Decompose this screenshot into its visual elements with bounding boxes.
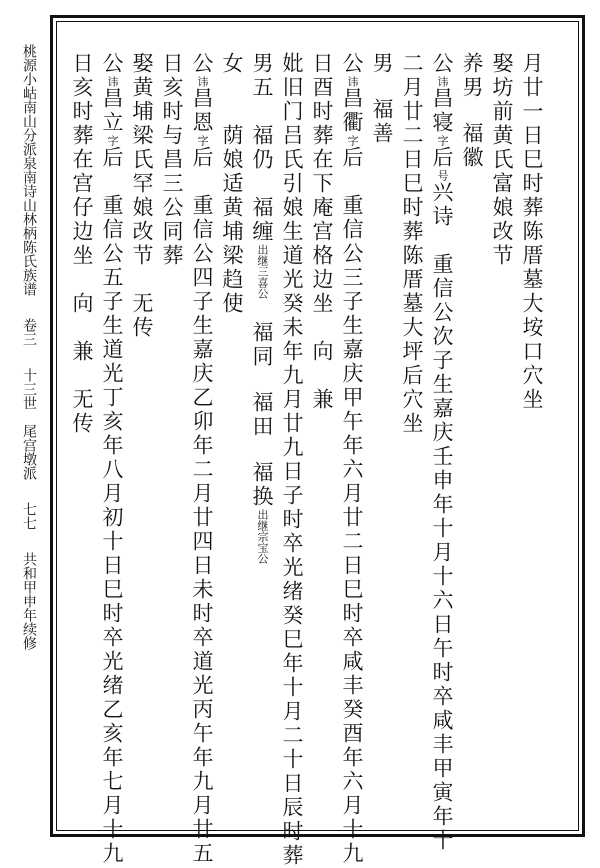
text-run: 昌恩 [190,87,214,135]
text-run: 荫娘适黄埔梁趋使 [220,124,244,316]
text-run: 后 重信公四子生嘉庆乙卯年二月廿四日未时卒道光丙午年九月廿五 [190,146,214,866]
text-column-12 [187,52,217,866]
text-run: 二月廿二日巳时葬陈厝墓大坪后穴坐 [400,52,424,436]
text-column-10 [247,52,277,822]
small-annotation: 字 [106,135,119,146]
text-column-5 [397,52,427,822]
text-column-9 [277,52,307,868]
text-run: 月廿一日巳时葬陈厝墓大垵口穴坐 [520,52,544,412]
small-annotation: 字 [346,135,359,146]
text-column-15 [97,52,127,866]
text-column-11 [217,52,247,822]
text-column-14 [127,52,157,822]
small-annotation: 出继宗宝公 [256,509,269,564]
text-run: 日酉时葬在下庵宫格边坐 向 兼 [310,52,334,412]
text-column-1 [517,52,547,822]
small-annotation: 字 [196,135,209,146]
margin-header [14,44,44,844]
text-run: 福同 [250,321,274,369]
text-run: 后 重信公五子生道光丁亥年八月初十日巳时卒光绪乙亥年七月十九 [100,146,124,866]
text-run: 娶坊前黄氏富娘改节 [490,52,514,268]
text-run: 兴诗 重信公次子生嘉庆壬申年十月十六日午时卒咸丰甲寅年十 [430,181,454,853]
text-run: 女 [220,52,244,76]
text-column-6 [367,52,397,822]
small-annotation: 字 [436,135,449,146]
text-run: 福田 [250,391,274,439]
page-number: 七七 [21,502,37,530]
edition-label: 共和甲申年续修 [21,552,37,650]
text-run: 福善 [370,98,394,146]
text-run: 昌衢 [340,87,364,135]
text-run: 公 [190,52,214,76]
text-run: 日亥时葬在宫仔边坐 向 兼 无传 [70,52,94,436]
generation-label: 十三世 尾宫墩派 [21,368,37,480]
text-column-8 [307,52,337,822]
text-column-4 [427,52,457,853]
small-annotation: 出继三喜公 [256,244,269,299]
text-column-2 [487,52,517,822]
genealogy-title: 桃源小岵南山分派泉南诗山林柄陈氏族谱 [21,44,37,296]
text-run: 男 [370,52,394,76]
text-run: 福换 [250,461,274,509]
text-run: 养男 [460,52,484,100]
text-run: 昌立 [100,87,124,135]
text-run: 后 重信公三子生嘉庆甲午年六月廿二日巳时卒咸丰癸酉年六月十九 [340,146,364,866]
small-annotation: 号 [436,170,449,181]
text-run: 公 [430,52,454,76]
text-run: 娶黄埔梁氏罕娘改节 无传 [130,52,154,340]
text-run: 昌寝 [430,87,454,135]
small-annotation: 讳 [346,76,359,87]
text-run: 后 [430,146,454,170]
text-run: 公 [100,52,124,76]
text-run: 日亥时与昌三公同葬 [160,52,184,268]
text-column-7 [337,52,367,866]
small-annotation: 讳 [196,76,209,87]
text-column-16 [67,52,97,822]
small-annotation: 讳 [436,76,449,87]
text-column-3 [457,52,487,822]
text-run: 公 [340,52,364,76]
text-run: 男五 福仍 福缠 [250,52,274,244]
volume-label: 卷三 [21,318,37,346]
small-annotation: 讳 [106,76,119,87]
text-run: 福徽 [460,122,484,170]
text-run: 妣旧门吕氏引娘生道光癸未年九月廿九日子时卒光绪癸巳年十月二十日辰时葬 [280,52,304,868]
text-column-13 [157,52,187,822]
